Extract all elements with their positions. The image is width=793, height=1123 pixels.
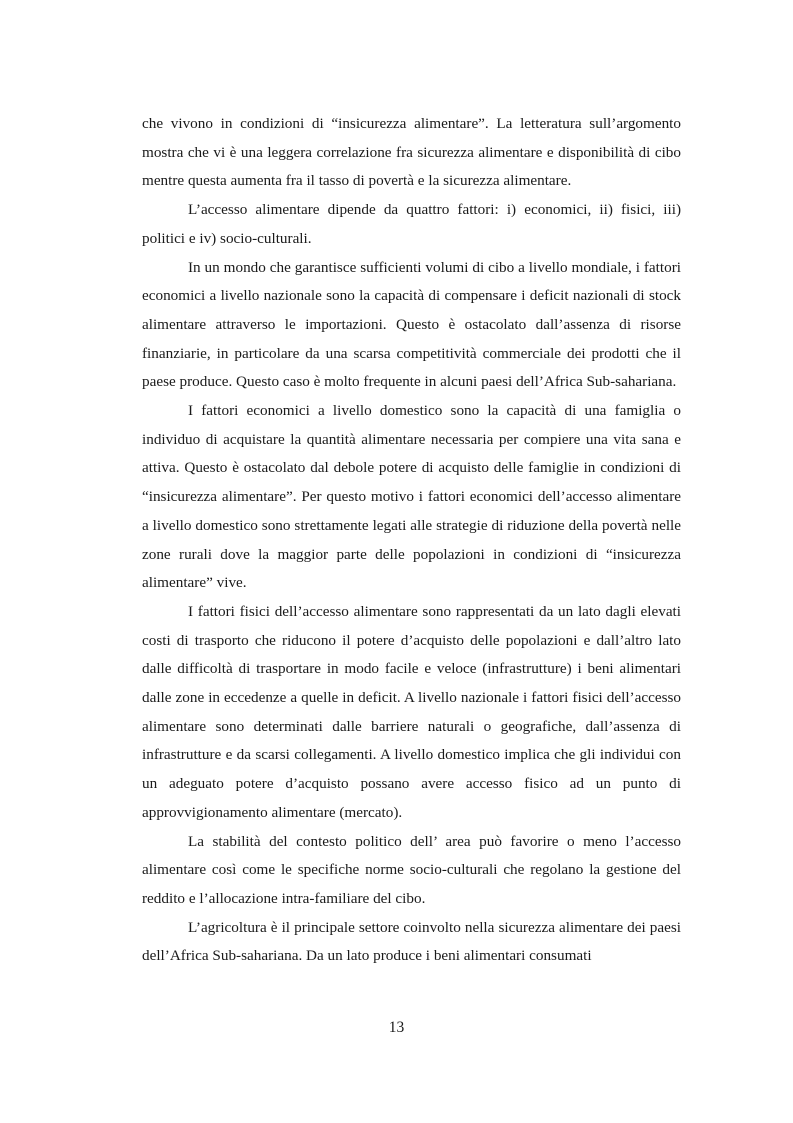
paragraph: I fattori economici a livello domestico sono la capacità di una famiglia o individuo di acquistare la quantità alimentare necessaria per compiere una vita sana e attiva. Questo è ostacolato dal debole potere di acquisto delle famiglie in condizioni di “insicurezza alimentare”. Per questo motivo i fattori economici dell’accesso alimentare a livello domestico sono strettamente legati alle strategie di riduzione della povertà nelle zone rurali dove la maggior parte delle popolazioni in condizioni di “insicurezza alimentare” vive. [142,402,681,592]
paragraph: La stabilità del contesto politico dell’ area può favorire o meno l’accesso alimentare così come le specifiche norme socio-culturali che regolano la gestione del reddito e l’allocazione intra-familiare del cibo. [142,832,681,907]
body-text [142,110,681,971]
paragraph: L’agricoltura è il principale settore coinvolto nella sicurezza alimentare dei paesi dell’Africa Sub-sahariana. Da un lato produce i beni alimentari consumati [142,918,681,965]
paragraph: che vivono in condizioni di “insicurezza alimentare”. La letteratura sull’argomento mostra che vi è una leggera correlazione fra sicurezza alimentare e disponibilità di cibo mentre questa aumenta fra il tasso di povertà e la sicurezza alimentare. [142,115,681,190]
paragraph: I fattori fisici dell’accesso alimentare sono rappresentati da un lato dagli elevati costi di trasporto che riducono il potere d’acquisto delle popolazioni e dall’altro lato dalle difficoltà di trasportare in modo facile e veloce (infrastrutture) i beni alimentari dalle zone in eccedenze a quelle in deficit. A livello nazionale i fattori fisici dell’accesso alimentare sono determinati dalle barriere naturali o geografiche, dall’assenza di infrastrutture e da scarsi collegamenti. A livello domestico implica che gli individui con un adeguato potere d’acquisto possano avere accesso fisico ad un punto di approvvigionamento alimentare (mercato). [142,602,681,821]
paragraph: L’accesso alimentare dipende da quattro fattori: i) economici, ii) fisici, iii) politici e iv) socio-culturali. [142,201,681,247]
page-number: 13 [388,1019,405,1036]
paragraph: In un mondo che garantisce sufficienti volumi di cibo a livello mondiale, i fattori economici a livello nazionale sono la capacità di compensare i deficit nazionali di stock alimentare attraverso le importazioni. Questo è ostacolato dall’assenza di risorse finanziarie, in particolare da una scarsa competitività commerciale dei prodotti che il paese produce. Questo caso è molto frequente in alcuni paesi dell’Africa Sub-sahariana. [142,258,681,391]
